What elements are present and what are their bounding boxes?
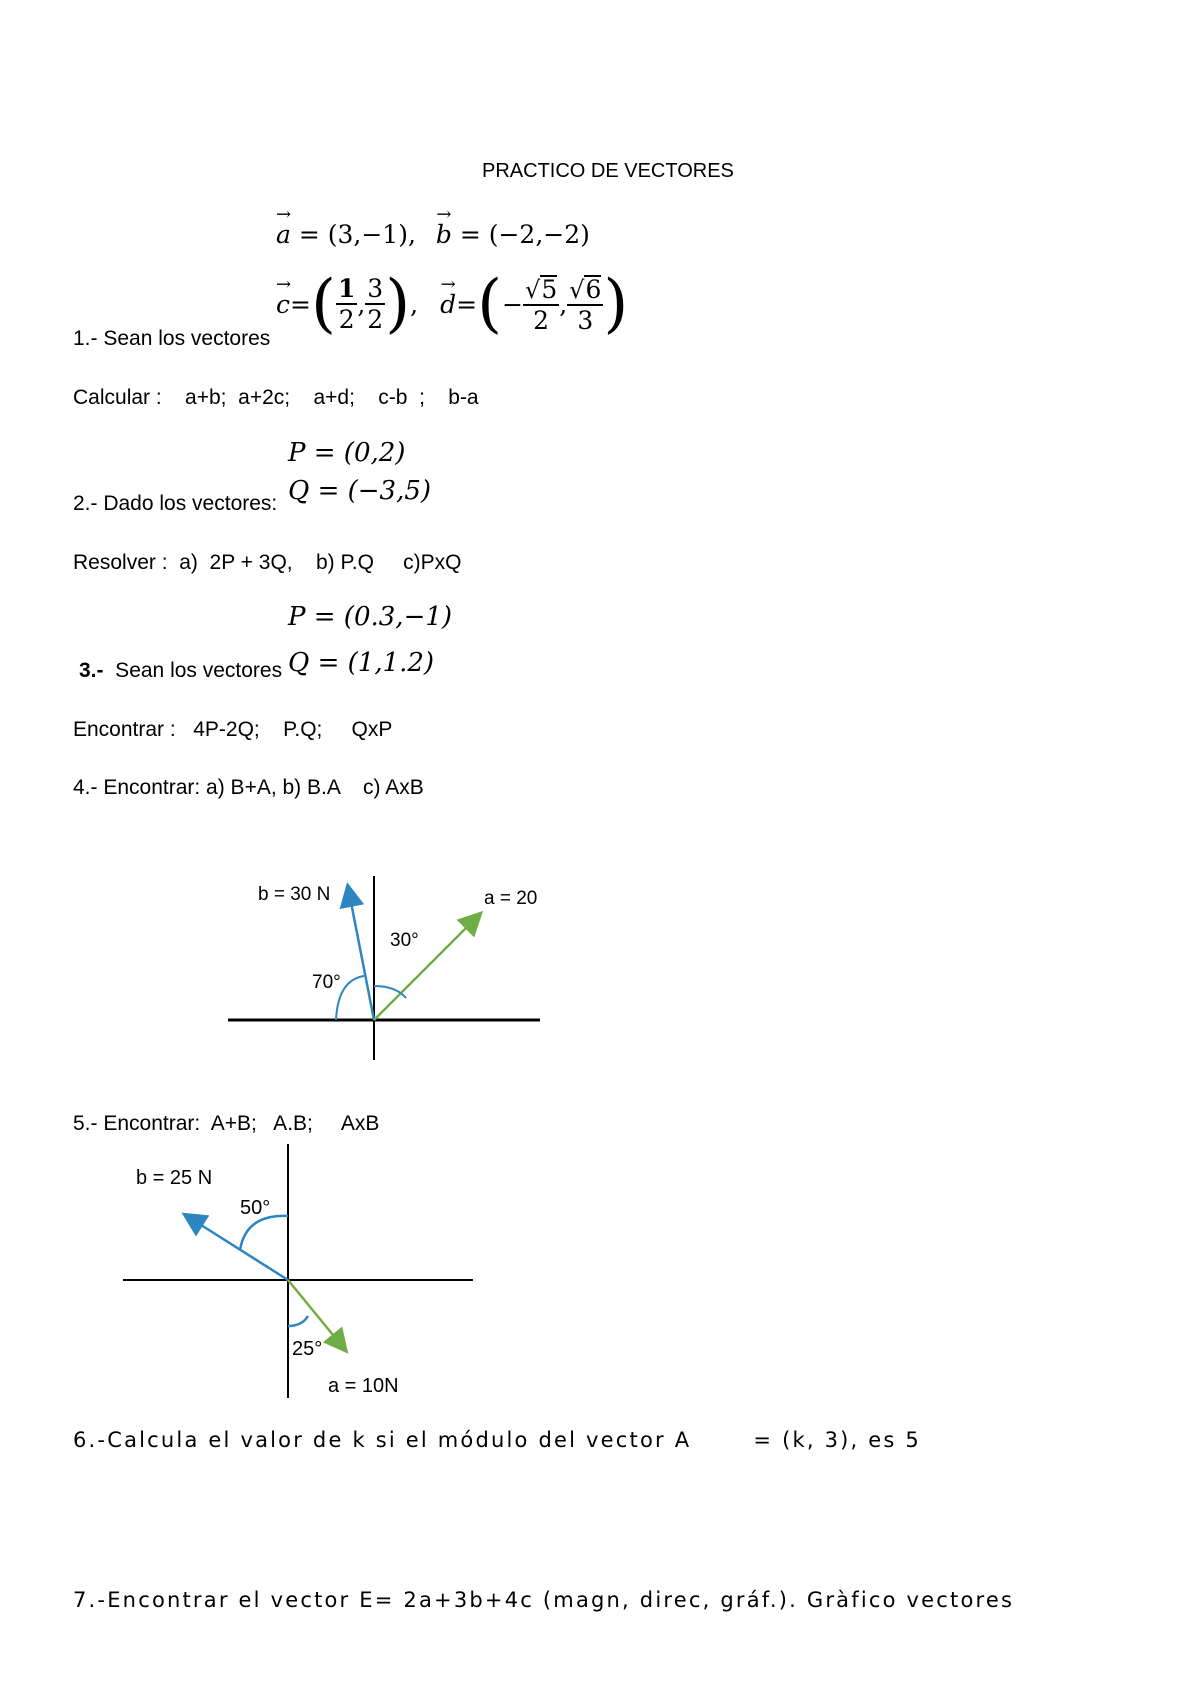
vector-p-ex3: P = (0.3,−1) (288, 602, 453, 632)
comma-d: , (559, 289, 568, 319)
comma-c: , (357, 289, 366, 319)
fraction-d1: √ 5 2 (525, 275, 558, 335)
vector-p-ex2: P = (0,2) (288, 438, 406, 468)
exercise-4-label: 4.- Encontrar: a) B+A, b) B.A c) AxB (73, 776, 424, 799)
exercise-3-tasks: Encontrar : 4P-2Q; P.Q; QxP (73, 718, 393, 741)
exercise-5-label: 5.- Encontrar: A+B; A.B; AxB (73, 1112, 380, 1135)
vector-d-symbol: → d (440, 290, 456, 319)
angle-50-label: 50° (240, 1197, 271, 1219)
vector-q-ex3: Q = (1,1.2) (288, 648, 435, 678)
angle-30-label: 30° (390, 930, 419, 951)
vector-b-label: b = 30 N (258, 884, 331, 905)
vector-b-symbol: → b (436, 220, 452, 249)
open-paren-c: ( (310, 267, 336, 341)
open-paren-d: ( (477, 267, 503, 341)
vector-a-arrow (288, 1280, 342, 1346)
vector-a-symbol: → a (276, 220, 291, 249)
sqrt-icon: √ 6 (569, 275, 602, 304)
angle-70-label: 70° (312, 972, 341, 993)
exercise-4-vector-diagram (220, 868, 560, 1068)
angle-25-label: 25° (292, 1338, 323, 1360)
exercise-1-label: 1.- Sean los vectores (73, 327, 271, 350)
exercise-3-label: 3.- Sean los vectores (79, 659, 283, 682)
exercise-7-text: 7.-Encontrar el vector E= 2a+3b+4c (magn, direc, gráf.). Gràfico vectores (73, 1588, 1015, 1612)
vector-c-symbol: → c (276, 290, 290, 319)
angle-arc-25 (288, 1316, 308, 1326)
equals-sign-c: = (290, 289, 311, 319)
vector-b-label: b = 25 N (136, 1167, 213, 1189)
comma-after-c: , (410, 289, 419, 319)
vector-a-value: = (3,−1), (290, 220, 416, 249)
vector-b-arrow (349, 892, 374, 1020)
close-paren-d: ) (603, 267, 629, 341)
exercise-2-label: 2.- Dado los vectores: (73, 492, 278, 515)
minus-sign-d: − (502, 289, 524, 319)
vector-q-ex2: Q = (−3,5) (288, 476, 432, 506)
vector-definitions-ab (276, 220, 590, 249)
angle-arc-50 (240, 1216, 288, 1250)
sqrt-icon: √ 5 (525, 275, 558, 304)
vector-definitions-cd (276, 268, 628, 340)
close-paren-c: ) (385, 267, 411, 341)
vector-b-value: = (−2,−2) (451, 220, 590, 249)
fraction-c1: $\frac{1}{2}$ (337, 274, 356, 334)
exercise-6-text: 6.-Calcula el valor de k si el módulo del vector A = (k, 3), es 5 (73, 1428, 921, 1452)
fraction-d2: √ 6 3 (569, 275, 602, 335)
exercise-1-tasks: Calcular : a+b; a+2c; a+d; c-b ; b-a (73, 386, 479, 409)
vector-a-label: a = 20 (484, 888, 538, 909)
fraction-c2: $\frac{3}{2}$ (367, 274, 384, 334)
exercise-5-vector-diagram (118, 1140, 488, 1400)
equals-sign-d: = (456, 289, 478, 319)
vector-a-label: a = 10N (328, 1375, 399, 1397)
exercise-2-tasks: Resolver : a) 2P + 3Q, b) P.Q c)PxQ (73, 551, 462, 574)
page-title: PRACTICO DE VECTORES (482, 160, 734, 182)
